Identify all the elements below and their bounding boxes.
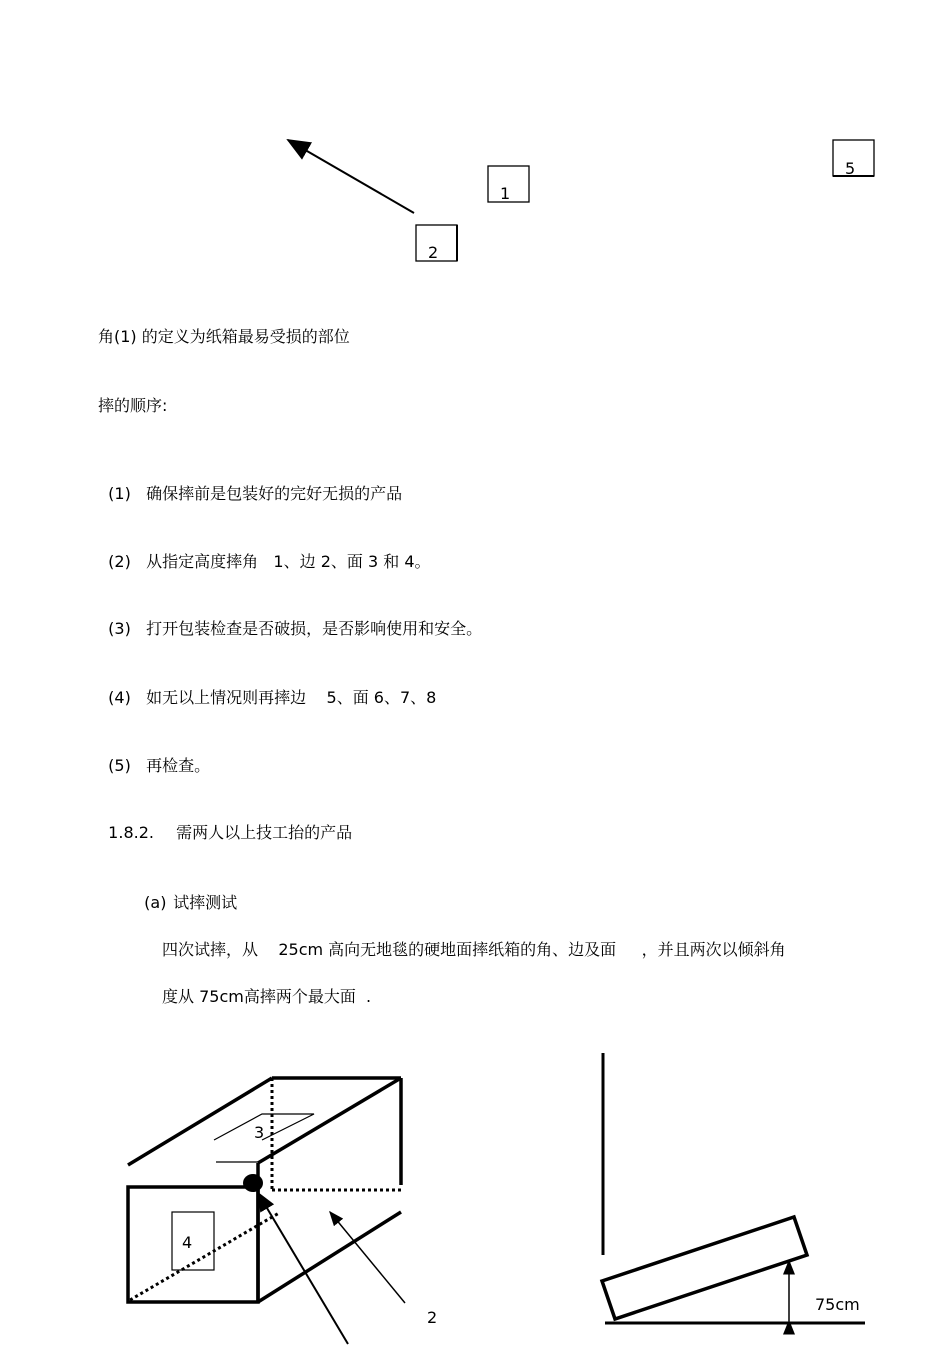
drop-order-heading: 摔的顺序:: [98, 396, 168, 415]
list-item: [98, 464, 402, 504]
list-text: 从指定高度摔角 1、边 2、面 3 和 4。: [146, 552, 431, 571]
subsection-heading: [134, 873, 237, 913]
definition-text: 角(1) 的定义为纸箱最易受损的部位: [98, 327, 350, 346]
list-text: 确保摔前是包装好的完好无损的产品: [146, 484, 403, 503]
paragraph-line-1: 四次试摔，从 25cm 高向无地毯的硬地面摔纸箱的角、边及面 ，并且两次以倾斜角: [162, 940, 786, 959]
box-label-1: 1: [500, 184, 511, 203]
subsection-number: (a): [144, 893, 167, 912]
list-text: 如无以上情况则再摔边 5、面 6、7、8: [146, 688, 437, 707]
direction-arrow: [288, 140, 414, 213]
section-number: 1.8.2.: [108, 823, 154, 842]
section-title: 需两人以上技工抬的产品: [176, 823, 353, 842]
list-number: (1): [108, 484, 131, 503]
box-label-5: 5: [845, 159, 856, 178]
face-label-4: 4: [182, 1233, 193, 1252]
list-item: [98, 532, 431, 572]
tilt-drop-diagram: [602, 1053, 865, 1323]
list-text: 打开包装检查是否破损，是否影响使用和安全。: [146, 619, 483, 638]
edge-label-2: 2: [427, 1308, 438, 1327]
list-item: [98, 668, 436, 708]
list-number: (4): [108, 688, 131, 707]
height-label: 75cm: [815, 1295, 860, 1314]
box-label-2: 2: [428, 243, 439, 262]
face-label-3: 3: [254, 1123, 265, 1142]
list-item: [98, 736, 210, 776]
list-item: [98, 599, 482, 639]
list-number: (2): [108, 552, 131, 571]
list-number: (3): [108, 619, 131, 638]
subsection-title: 试摔测试: [173, 893, 238, 912]
list-number: (5): [108, 756, 131, 775]
section-heading: [98, 803, 352, 843]
list-text: 再检查。: [146, 756, 211, 775]
carton-diagram: [128, 1078, 405, 1344]
paragraph-line-2: 度从 75cm高摔两个最大面 .: [162, 987, 372, 1006]
